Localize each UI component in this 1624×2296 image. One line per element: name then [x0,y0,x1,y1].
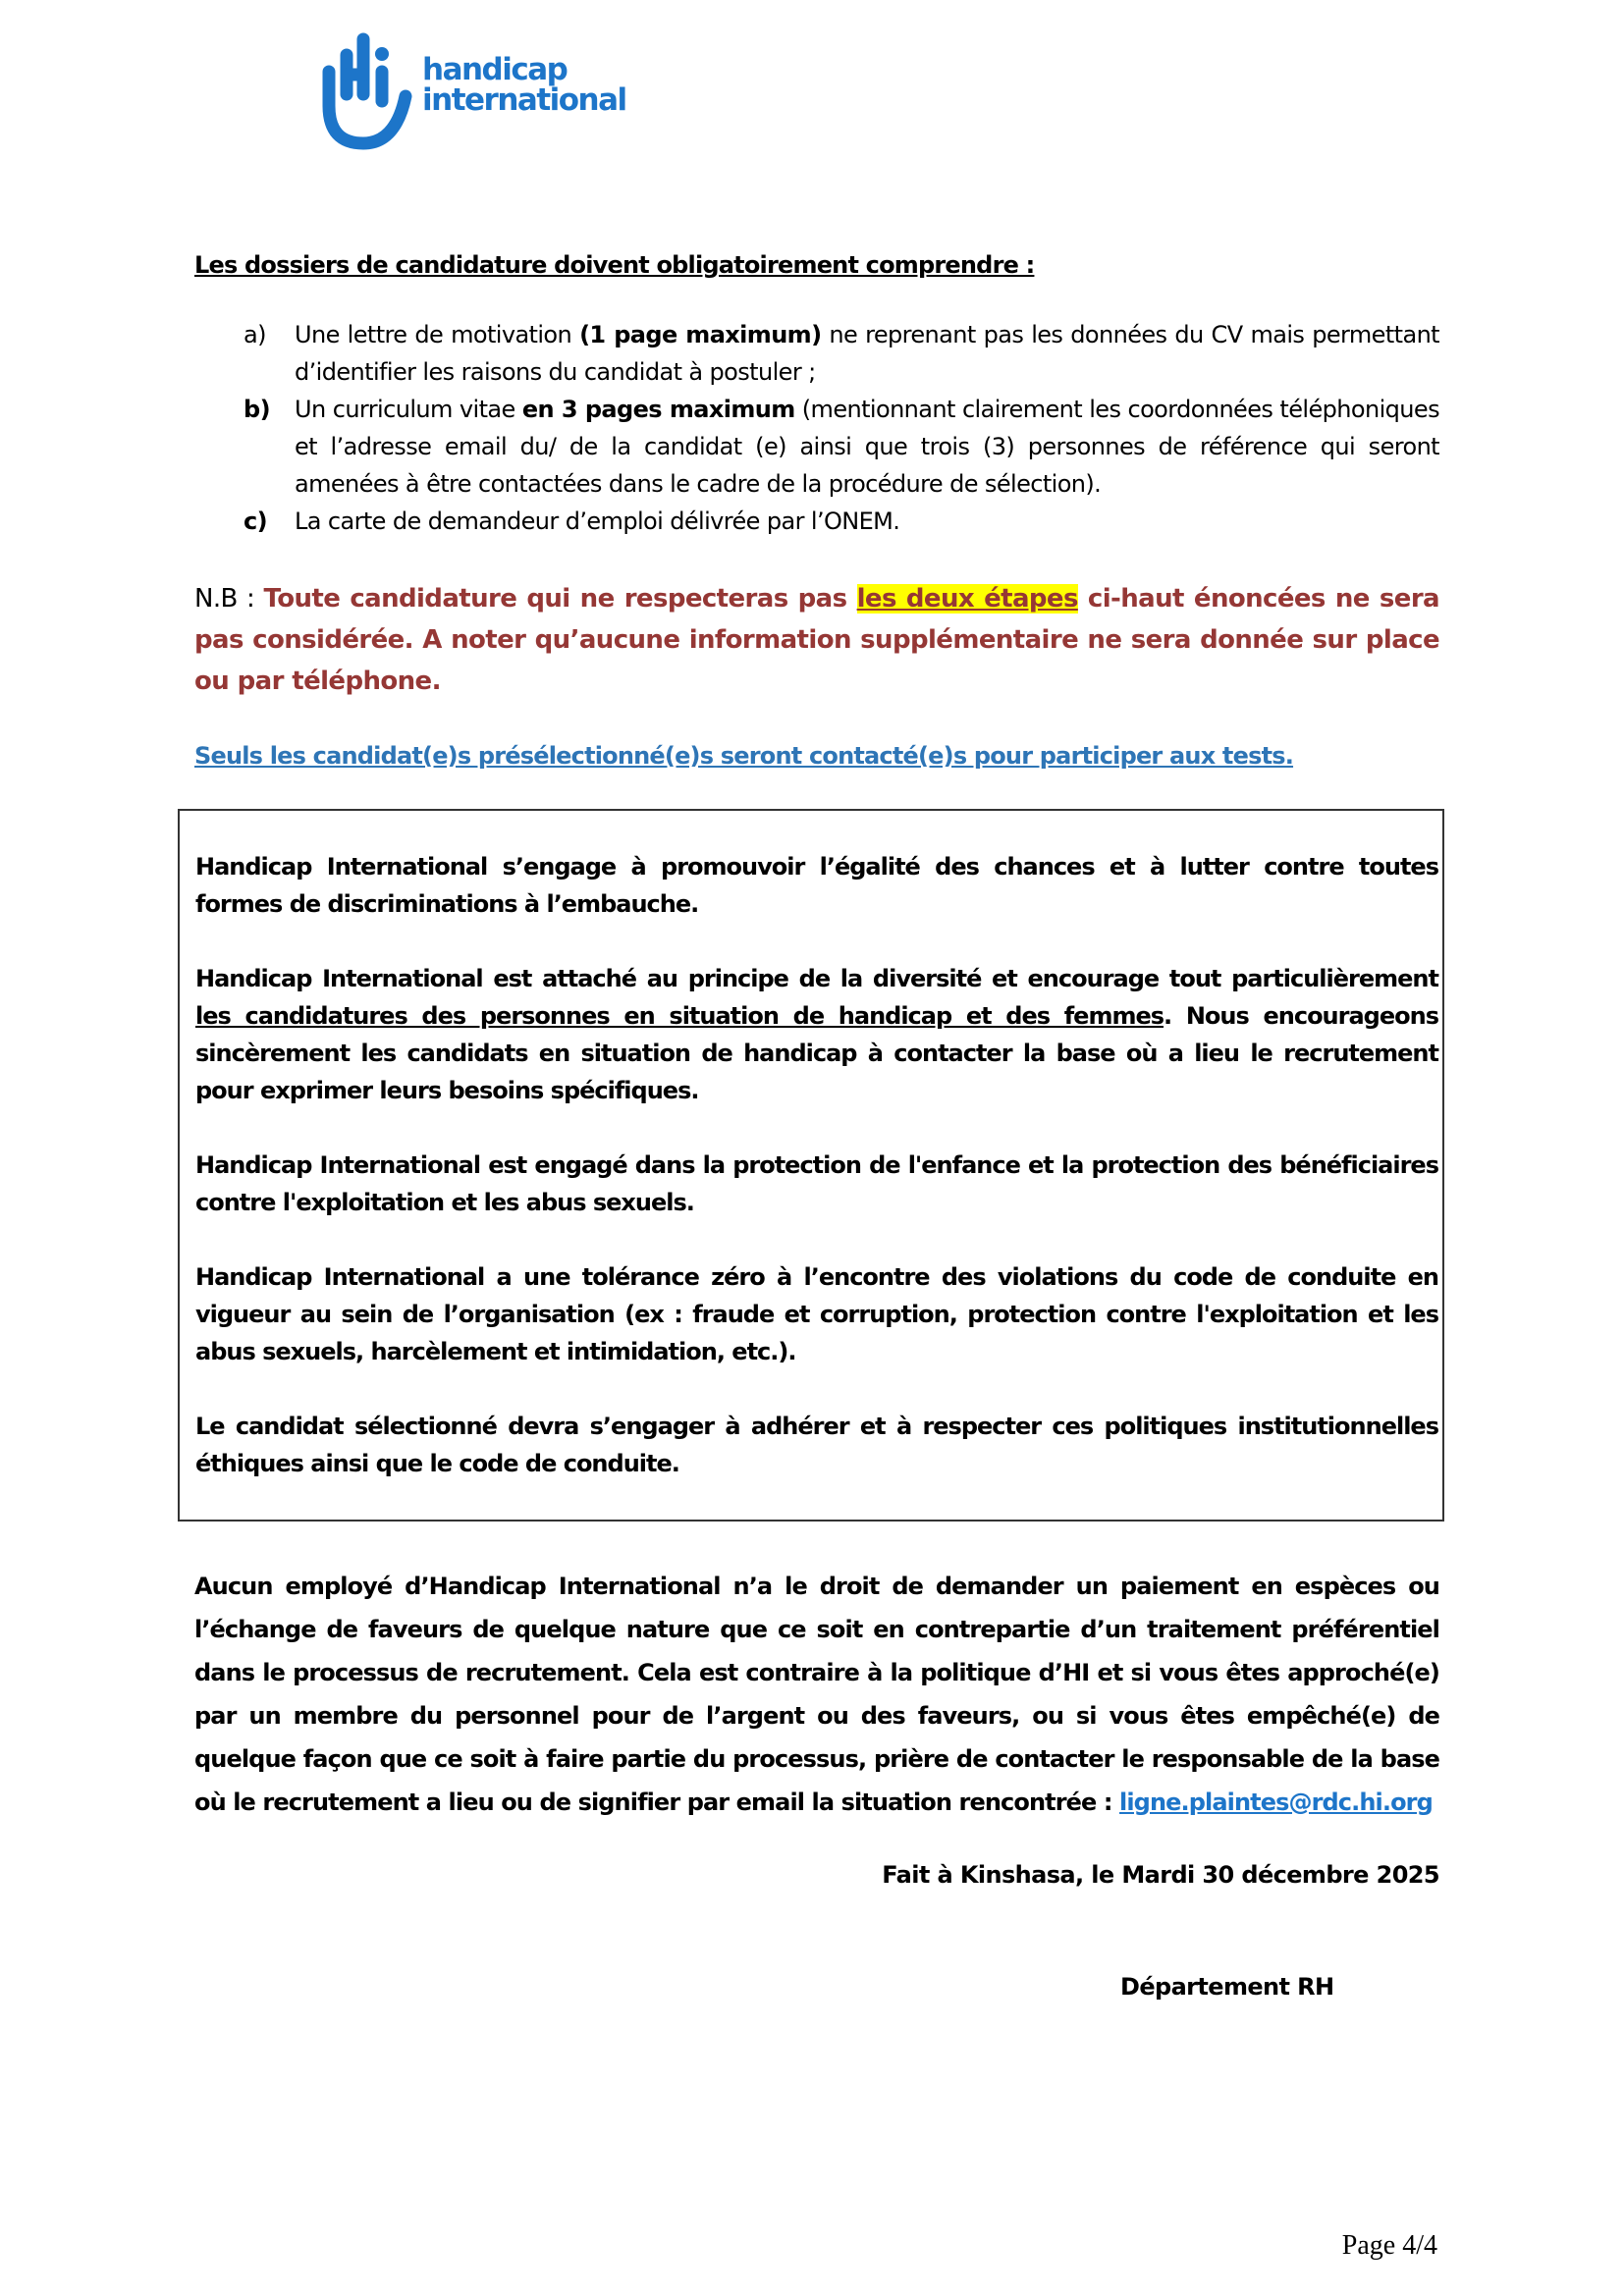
text-segment: (mentionnant clairement les coordonnées téléphoniques et l’adresse email du/ de la candidat (e) ainsi que trois (3) personnes de référence qui seront amenées à être contactées dans le cadre de la procédure de sélection). [295,396,1439,498]
list-item-text [295,316,1439,391]
handicap-international-logo [319,27,653,150]
policy-code-of-conduct: Le candidat sélectionné devra s’engager à adhérer et à respecter ces politiques institutionnelles éthiques ainsi que le code de conduite. [195,1413,1438,1477]
list-marker: c) [244,507,267,535]
list-item-text [295,391,1439,503]
policy-zero-tolerance: Handicap International a une tolérance zéro à l’encontre des violations du code de conduite en vigueur au sein de l’organisation (ex : fraude et corruption, protection contre l'exploitation et les abus sexuels, harcèlement et intimidation, etc.). [195,1263,1438,1365]
text-segment: ne reprenant pas les données du CV mais permettant d’identifier les raisons du candidat à postuler ; [295,321,1439,386]
complaints-email-link[interactable]: ligne.plaintes@rdc.hi.org [1119,1789,1433,1816]
highlighted-text: les deux étapes [856,584,1078,614]
hand-hi-icon [319,27,417,150]
anti-corruption-paragraph [194,1565,1439,1824]
place-date: Fait à Kinshasa, le Mardi 30 décembre 2025 [882,1861,1439,1889]
requirements-list [194,316,1439,540]
logo-line-international: international [422,82,626,118]
list-item [194,503,1439,540]
requirements-heading: Les dossiers de candidature doivent obligatoirement comprendre : [194,251,1035,279]
logo-wordmark [422,52,626,118]
list-marker: a) [244,321,266,348]
policy-diversity [195,960,1438,1109]
preselection-note: Seuls les candidat(e)s présélectionné(e)s seront contacté(e)s pour participer aux tests. [194,742,1294,770]
text-segment: Une lettre de motivation [295,321,580,348]
logo-line-handicap: handicap [422,52,568,87]
text-segment: Handicap International est attaché au principe de la diversité et encourage tout particulièrement [195,965,1438,992]
text-segment: La carte de demandeur d’emploi délivrée par l’ONEM. [295,507,900,535]
policy-child-protection: Handicap International est engagé dans la protection de l'enfance et la protection des bénéficiaires contre l'exploitation et les abus sexuels. [195,1151,1438,1216]
list-item-text [295,503,1439,540]
policy-equal-opportunity: Handicap International s’engage à promouvoir l’égalité des chances et à lutter contre toutes formes de discriminations à l’embauche. [195,853,1438,918]
notice-label: N.B : [194,584,264,614]
underlined-text: les candidatures des personnes en situation de handicap et des femmes [195,1002,1164,1030]
page-number: Page 4/4 [1341,2230,1437,2261]
department-signature: Département RH [1120,1973,1334,2001]
bold-segment: en 3 pages maximum [521,396,795,423]
list-marker: b) [244,396,270,423]
policy-box [178,809,1444,1522]
text-segment: Aucun employé d’Handicap International n’a le droit de demander un paiement en espèces ou l’échange de faveurs de quelque nature que ce soit en contrepartie d’un traitement préférentiel dans le processus de recrutement. Cela est contraire à la politique d’HI et si vous êtes approché(e) par un membre du personnel pour de l’argent ou des faveurs, ou si vous êtes empêché(e) de quelque façon que ce soit à faire partie du processus, prière de contacter le responsable de la base où le recrutement a lieu ou de signifier par email la situation rencontrée : [194,1573,1439,1816]
text-segment: Toute candidature qui ne respecteras pas [263,584,857,614]
text-segment: Un curriculum vitae [295,396,522,423]
list-item [194,316,1439,391]
notice-paragraph [194,578,1439,702]
bold-segment: (1 page maximum) [579,321,822,348]
list-item [194,391,1439,503]
text-segment: ci-haut énoncées ne sera pas considérée. A noter qu’aucune information supplémentaire ne sera donnée sur place ou par téléphone. [194,584,1439,696]
text-segment: . Nous encourageons sincèrement les candidats en situation de handicap à contacter la base où a lieu le recrutement pour exprimer leurs besoins spécifiques. [195,1002,1438,1104]
